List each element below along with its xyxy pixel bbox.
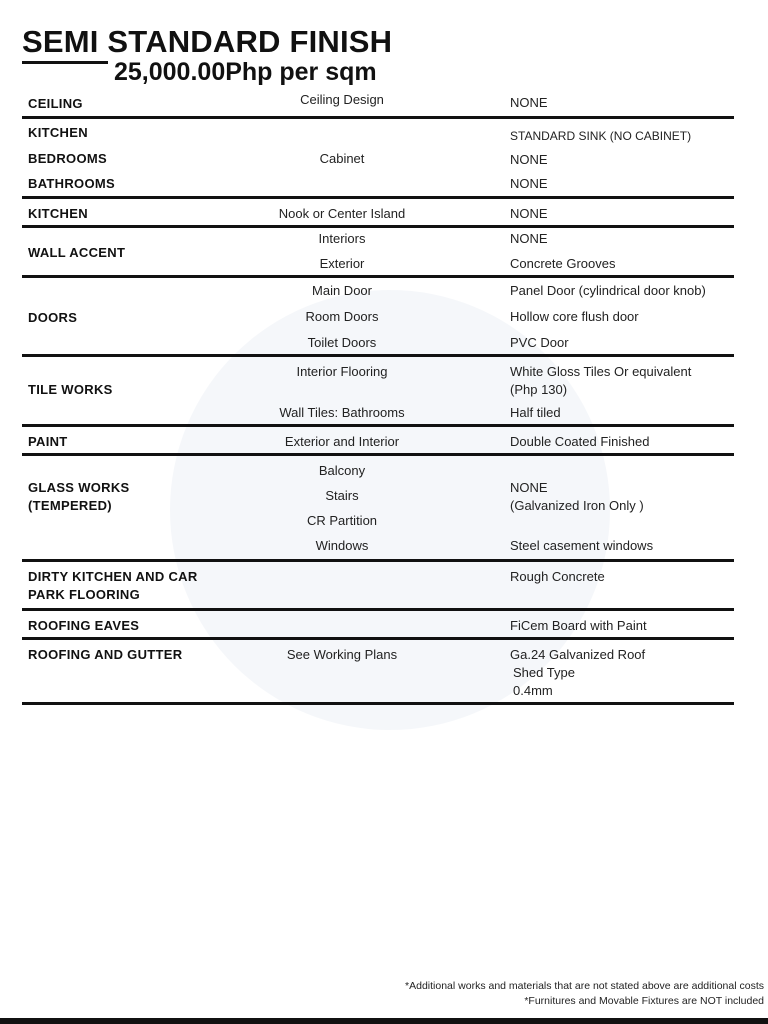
item-room-doors: Room Doors (305, 309, 379, 324)
row-divider (22, 637, 734, 640)
row-divider (22, 275, 734, 278)
item-cr-partition: CR Partition (306, 513, 378, 528)
category-kitchen: KITCHEN (28, 125, 88, 140)
spec-room-doors: Hollow core flush door (510, 309, 639, 324)
category-wall-accent: WALL ACCENT (28, 245, 126, 260)
spec-windows: Steel casement windows (510, 538, 654, 553)
category-car-park-flooring: PARK FLOORING (28, 587, 140, 602)
spec-wall-tiles: Half tiled (510, 405, 561, 420)
spec-interior-flooring: White Gloss Tiles Or equivalent (510, 364, 692, 379)
row-divider (22, 424, 734, 427)
item-wall-tiles-bathrooms: Wall Tiles: Bathrooms (279, 405, 405, 420)
row-divider (22, 225, 734, 228)
spec-paint: Double Coated Finished (510, 434, 650, 449)
category-tile-works: TILE WORKS (28, 382, 113, 397)
spec-shed-type: Shed Type (513, 665, 575, 680)
spec-bathrooms-cabinet: NONE (510, 176, 548, 191)
item-nook-center-island: Nook or Center Island (278, 206, 406, 221)
table-bottom-border (22, 702, 734, 705)
page-title: SEMI STANDARD FINISH (22, 24, 393, 59)
category-paint: PAINT (28, 434, 68, 449)
item-toilet-doors: Toilet Doors (307, 335, 377, 350)
item-exterior-interior: Exterior and Interior (284, 434, 400, 449)
spec-ceiling: NONE (510, 95, 548, 110)
spec-roofing-gutter: Ga.24 Galvanized Roof (510, 647, 646, 662)
item-exterior: Exterior (319, 256, 365, 271)
item-see-working-plans: See Working Plans (286, 647, 398, 662)
row-divider (22, 196, 734, 199)
category-dirty-kitchen: DIRTY KITCHEN AND CAR (28, 569, 198, 584)
spec-interior-flooring-price: (Php 130) (510, 382, 568, 397)
bottom-bar (0, 1018, 768, 1024)
row-divider (22, 608, 734, 611)
spec-glass-works-note: (Galvanized Iron Only ) (510, 498, 644, 513)
category-roofing-gutter: ROOFING AND GUTTER (28, 647, 183, 662)
item-balcony: Balcony (318, 463, 366, 478)
price-per-sqm: 25,000.00Php per sqm (114, 58, 377, 86)
title-underline (22, 61, 108, 64)
row-divider (22, 354, 734, 357)
spec-interiors: NONE (510, 231, 548, 246)
spec-thickness: 0.4mm (513, 683, 553, 698)
category-glass-works-tempered: (TEMPERED) (28, 498, 112, 513)
category-glass-works: GLASS WORKS (28, 480, 130, 495)
spec-kitchen-cabinet: STANDARD SINK (NO CABINET) (510, 129, 692, 143)
category-roofing-eaves: ROOFING EAVES (28, 618, 140, 633)
row-divider (22, 453, 734, 456)
category-ceiling: CEILING (28, 96, 83, 111)
spec-exterior: Concrete Grooves (510, 256, 616, 271)
row-divider (22, 559, 734, 562)
category-bathrooms: BATHROOMS (28, 176, 115, 191)
spec-glass-works: NONE (510, 480, 548, 495)
item-interiors: Interiors (318, 231, 366, 246)
category-bedrooms: BEDROOMS (28, 151, 107, 166)
item-main-door: Main Door (312, 283, 372, 298)
row-divider (22, 116, 734, 119)
footer-note-additional-costs: *Additional works and materials that are not stated above are additional costs (405, 980, 764, 992)
category-doors: DOORS (28, 310, 78, 325)
item-ceiling-design: Ceiling Design (300, 92, 384, 107)
item-stairs: Stairs (325, 488, 359, 503)
spec-toilet-doors: PVC Door (510, 335, 569, 350)
spec-kitchen-island: NONE (510, 206, 548, 221)
spec-bedrooms-cabinet: NONE (510, 152, 548, 167)
category-kitchen-island: KITCHEN (28, 206, 88, 221)
spec-dirty-kitchen: Rough Concrete (510, 569, 605, 584)
spec-roofing-eaves: FiCem Board with Paint (510, 618, 647, 633)
item-windows: Windows (315, 538, 369, 553)
spec-main-door: Panel Door (cylindrical door knob) (510, 283, 706, 298)
item-interior-flooring: Interior Flooring (296, 364, 388, 379)
footer-note-furnitures: *Furnitures and Movable Fixtures are NOT included (524, 995, 764, 1007)
item-cabinet: Cabinet (319, 151, 365, 166)
